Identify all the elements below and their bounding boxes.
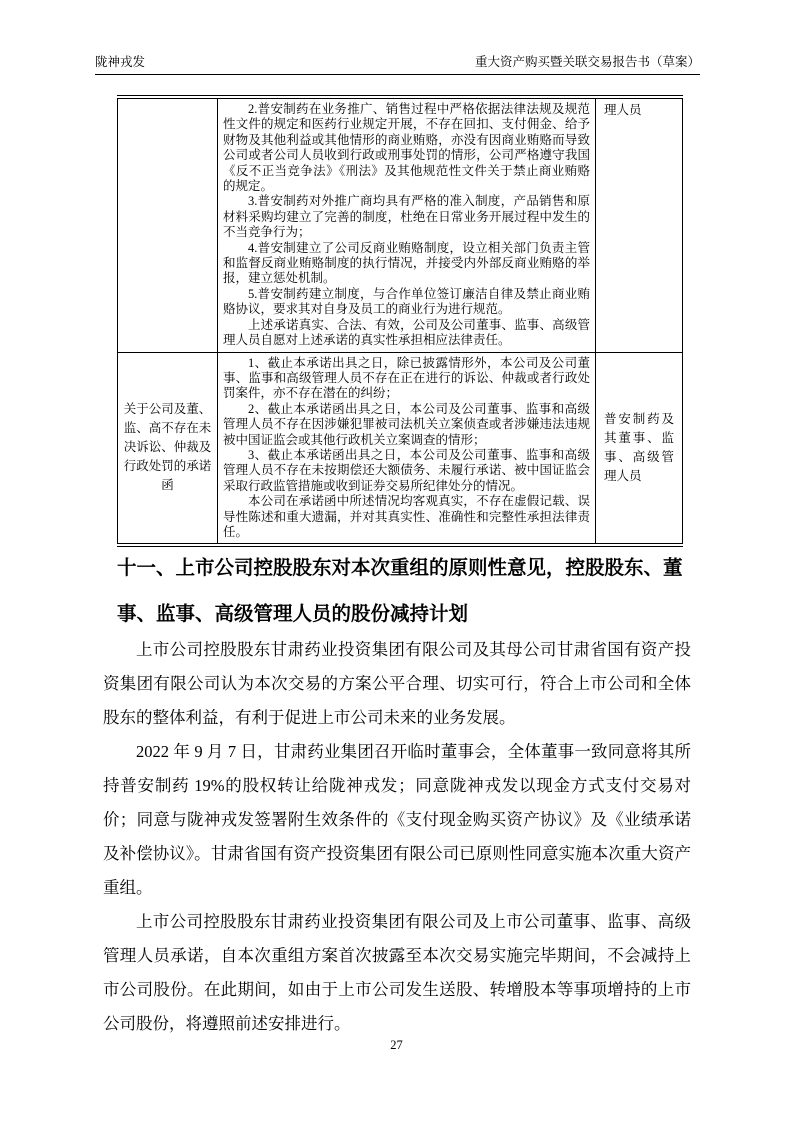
header-divider (95, 74, 700, 75)
commitment-topic-cell (118, 97, 218, 352)
table-row (118, 352, 683, 545)
commitment-paragraph: 1、截止本承诺出具之日，除已披露情形外，本公司及公司董事、监事和高级管理人员不存在正在进行的诉讼、仲裁或者行政处罚案件，亦不存在潜在的纠纷； (223, 355, 590, 401)
body-text (103, 633, 691, 1041)
body-paragraph: 2022 年 9 月 7 日，甘肃药业集团召开临时董事会，全体董事一致同意将其所持普安制药 19%的股权转让给陇神戎发；同意陇神戎发以现金方式支付交易对价；同意与陇神戎发签署附生效条件的《支付现金购买资产协议》及《业绩承诺及补偿协议》。甘肃省国有资产投资集团有限公司已原则性同意实施本次重大资产重组。 (103, 742, 691, 897)
page-footer (0, 1038, 793, 1053)
commitment-paragraph: 4.普安制建立了公司反商业贿赂制度，设立相关部门负责主管和监督反商业贿赂制度的执行情况，并接受内外部反商业贿赂的举报，建立惩处机制。 (223, 240, 590, 286)
commitment-paragraph: 2.普安制药在业务推广、销售过程中严格依据法律法规及规范性文件的规定和医药行业规定开展，不存在回扣、支付佣金、给予财物及其他利益或其他情形的商业贿赂，亦没有因商业贿赂而导致公司或者公司人员收到行政或刑事处罚的情形，公司严格遵守我国《反不正当竞争法》《刑法》及其他规范性文件关于禁止商业贿赂的规定。 (223, 102, 590, 194)
commitment-paragraph: 3、截止本承诺函出具之日，本公司及公司董事、监事和高级管理人员不存在未按期偿还大额债务、未履行承诺、被中国证监会采取行政监管措施或收到证券交易所纪律处分的情况。 (223, 447, 590, 493)
commitment-paragraph: 上述承诺真实、合法、有效，公司及公司董事、监事、高级管理人员自愿对上述承诺的真实性承担相应法律责任。 (223, 317, 590, 348)
page-header (95, 54, 700, 70)
commitments-table (117, 95, 683, 547)
page-number: 27 (390, 1038, 403, 1052)
commitment-content-cell (218, 97, 596, 352)
body-paragraph: 上市公司控股股东甘肃药业投资集团有限公司及其母公司甘肃省国有资产投资集团有限公司认为本次交易的方案公平合理、切实可行，符合上市公司和全体股东的整体利益，有利于促进上市公司未来的业务发展。 (103, 640, 691, 727)
commitment-content-cell (218, 352, 596, 545)
commitment-paragraph: 5.普安制药建立制度，与合作单位签订廉洁自律及禁止商业贿赂协议，要求其对自身及员工的商业行为进行规范。 (223, 286, 590, 317)
commitment-paragraph: 3.普安制药对外推广商均具有严格的准入制度，产品销售和原材料采购均建立了完善的制度，杜绝在日常业务开展过程中发生的不当竞争行为； (223, 194, 590, 240)
commitment-party-cell: 普安制药及其董事、监事、高级管理人员 (596, 352, 683, 545)
body-paragraph: 上市公司控股股东甘肃药业投资集团有限公司及上市公司董事、监事、高级管理人员承诺，自本次重组方案首次披露至本次交易实施完毕期间，不会减持上市公司股份。在此期间，如由于上市公司发生送股、转增股本等事项增持的上市公司股份，将遵照前述安排进行。 (103, 912, 691, 1033)
commitment-topic-cell: 关于公司及董、监、高不存在未决诉讼、仲裁及行政处罚的承诺函 (118, 352, 218, 545)
table-row (118, 97, 683, 352)
commitment-paragraph: 2、截止本承诺函出具之日，本公司及公司董事、监事和高级管理人员不存在因涉嫌犯罪被司法机关立案侦查或者涉嫌违法违规被中国证监会或其他行政机关立案调查的情形； (223, 401, 590, 447)
header-report-title: 重大资产购买暨关联交易报告书（草案） (474, 55, 700, 69)
commitment-party-cell: 理人员 (596, 97, 683, 352)
section-title: 十一、上市公司控股股东对本次重组的原则性意见，控股股东、董事、监事、高级管理人员的股份减持计划 (117, 557, 683, 625)
header-company-name: 陇神戎发 (95, 55, 146, 69)
commitment-paragraph: 本公司在承诺函中所述情况均客观真实，不存在虚假记载、误导性陈述和重大遗漏，并对其真实性、准确性和完整性承担法律责任。 (223, 494, 590, 539)
